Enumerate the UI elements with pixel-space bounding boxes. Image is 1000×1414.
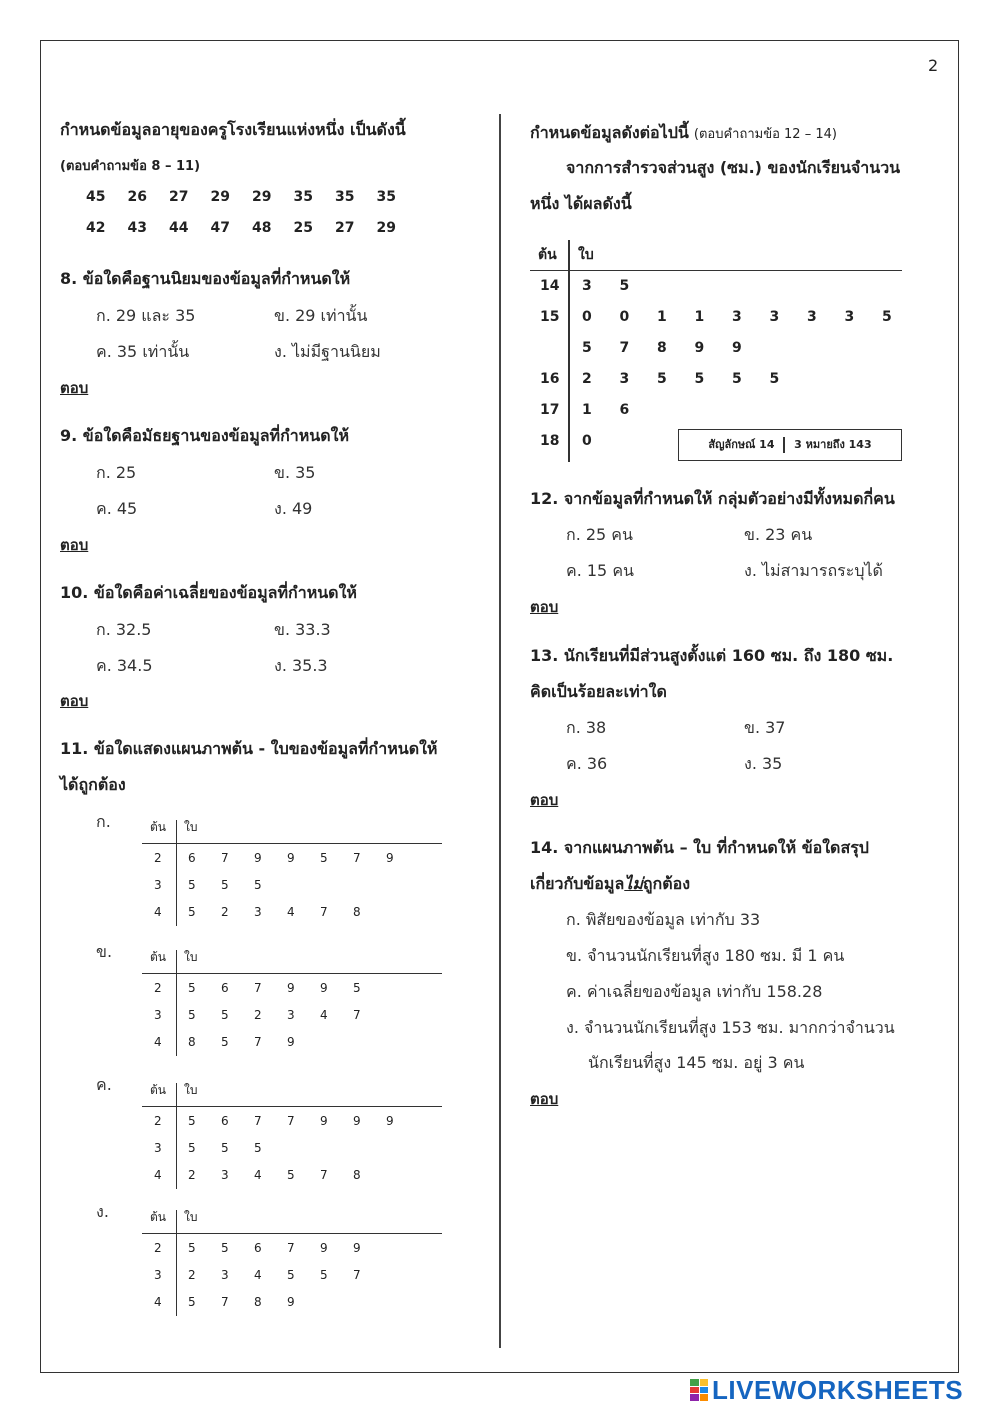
age-data-row-1: 45 26 27 29 29 35 35 35 xyxy=(86,189,396,205)
q14-option-a[interactable]: ก. พิสัยของข้อมูล เท่ากับ 33 xyxy=(566,910,761,929)
leaf-header: ใบ xyxy=(184,1083,198,1097)
key-right: 3 หมายถึง 143 xyxy=(794,438,872,451)
leaf-value: 1 xyxy=(694,309,705,325)
q9-option-a[interactable]: ก. 25 xyxy=(96,463,137,482)
leaf-value: 3 xyxy=(732,309,742,325)
q11-stem-leaf-table xyxy=(142,1208,442,1318)
leaf-value: 7 xyxy=(254,981,262,995)
leaf-value: 7 xyxy=(619,340,630,356)
q10-option-b[interactable]: ข. 33.3 xyxy=(274,620,331,639)
q11-choice-label[interactable]: ก. xyxy=(96,812,111,831)
legend-key-box xyxy=(678,429,902,461)
leaf-value: 4 xyxy=(320,1008,328,1022)
stem-divider xyxy=(176,1210,177,1316)
leaf-header: ใบ xyxy=(578,247,594,263)
leaf-value: 8 xyxy=(188,1035,196,1049)
leaf-value: 5 xyxy=(769,371,780,387)
leaf-value: 5 xyxy=(221,878,229,892)
q12-option-d[interactable]: ง. ไม่สามารถระบุได้ xyxy=(744,561,883,580)
leaf-value: 7 xyxy=(287,1114,295,1128)
stem-header: ต้น xyxy=(150,950,166,964)
leaf-value: 8 xyxy=(353,905,361,919)
left-intro: กำหนดข้อมูลอายุของครูโรงเรียนแห่งหนึ่ง เป็นดังนี้ xyxy=(60,120,406,139)
q12-option-a[interactable]: ก. 25 คน xyxy=(566,525,633,544)
stem-value: 4 xyxy=(154,1035,162,1049)
q8-option-d[interactable]: ง. ไม่มีฐานนิยม xyxy=(274,342,381,361)
q11-stem-leaf-table xyxy=(142,948,442,1058)
q14-question-line1: 14. จากแผนภาพต้น – ใบ ที่กำหนดให้ ข้อใดสรุป xyxy=(530,838,869,857)
q10-option-c[interactable]: ค. 34.5 xyxy=(96,656,153,675)
header-line xyxy=(530,270,902,271)
leaf-value: 3 xyxy=(221,1268,229,1282)
q10-option-a[interactable]: ก. 32.5 xyxy=(96,620,152,639)
leaf-value: 9 xyxy=(353,1114,361,1128)
leaf-value: 5 xyxy=(254,1141,262,1155)
leaf-value: 8 xyxy=(254,1295,262,1309)
stem-value: 16 xyxy=(540,371,560,387)
stem-divider xyxy=(176,1083,177,1189)
q11-question-line1: 11. ข้อใดแสดงแผนภาพต้น - ใบของข้อมูลที่กำหนดให้ xyxy=(60,739,438,758)
header-line xyxy=(142,1233,442,1234)
stem-value: 14 xyxy=(540,278,560,294)
leaf-value: 5 xyxy=(188,1114,196,1128)
leaf-value: 4 xyxy=(254,1168,262,1182)
leaf-value: 5 xyxy=(320,1268,328,1282)
stem-header: ต้น xyxy=(150,1083,166,1097)
q12-option-c[interactable]: ค. 15 คน xyxy=(566,561,634,580)
leaf-value: 9 xyxy=(320,1241,328,1255)
leaf-value: 9 xyxy=(254,851,262,865)
leaf-value: 2 xyxy=(582,371,592,387)
leaf-value: 9 xyxy=(353,1241,361,1255)
q13-question-line2: คิดเป็นร้อยละเท่าใด xyxy=(530,682,667,701)
age-data-row-2: 42 43 44 47 48 25 27 29 xyxy=(86,220,396,236)
q8-option-b[interactable]: ข. 29 เท่านั้น xyxy=(274,306,368,325)
q8-answer-label[interactable]: ตอบ xyxy=(60,379,89,397)
leaf-value: 9 xyxy=(320,981,328,995)
leaf-value: 5 xyxy=(694,371,705,387)
stem-value: 3 xyxy=(154,1008,162,1022)
right-intro-note: (ตอบคำถามข้อ 12 – 14) xyxy=(693,127,837,142)
logo-text: LIVEWORKSHEETS xyxy=(712,1374,964,1405)
leaf-value: 7 xyxy=(320,1168,328,1182)
leaf-value: 2 xyxy=(188,1268,196,1282)
leaf-value: 2 xyxy=(221,905,229,919)
leaf-value: 8 xyxy=(353,1168,361,1182)
right-para-line1: จากการสำรวจส่วนสูง (ซม.) ของนักเรียนจำนวน xyxy=(566,158,901,177)
leaf-value: 1 xyxy=(657,309,667,325)
leaf-value: 9 xyxy=(694,340,705,356)
leaf-header: ใบ xyxy=(184,1210,198,1224)
leaf-value: 5 xyxy=(188,1295,196,1309)
stem-value: 3 xyxy=(154,1268,162,1282)
leaf-value: 5 xyxy=(221,1241,229,1255)
leaf-value: 3 xyxy=(582,278,592,294)
column-divider xyxy=(499,114,501,1348)
q13-option-a[interactable]: ก. 38 xyxy=(566,718,607,737)
stem-value: 4 xyxy=(154,1295,162,1309)
stem-value: 18 xyxy=(540,433,560,449)
leaf-value: 7 xyxy=(353,851,361,865)
q10-question: 10. ข้อใดคือค่าเฉลี่ยของข้อมูลที่กำหนดให้ xyxy=(60,583,357,602)
leaf-value: 6 xyxy=(188,851,196,865)
leaf-value: 6 xyxy=(221,981,229,995)
right-para-line2: หนึ่ง ได้ผลดังนี้ xyxy=(530,194,632,213)
stem-value: 15 xyxy=(540,309,560,325)
leaf-value: 5 xyxy=(221,1035,229,1049)
leaf-header: ใบ xyxy=(184,820,198,834)
q9-option-c[interactable]: ค. 45 xyxy=(96,499,138,518)
q11-stem-leaf-table xyxy=(142,1081,442,1191)
q12-question: 12. จากข้อมูลที่กำหนดให้ กลุ่มตัวอย่างมีทั้งหมดกี่คน xyxy=(530,489,895,508)
leaf-value: 7 xyxy=(221,851,229,865)
q14-answer-label[interactable]: ตอบ xyxy=(530,1090,559,1108)
leaf-value: 3 xyxy=(254,905,262,919)
stem-value: 2 xyxy=(154,1114,162,1128)
q14-question-line2: เกี่ยวกับข้อมูลไม่ถูกต้อง xyxy=(530,874,691,893)
leaf-value: 9 xyxy=(732,340,742,356)
leaf-value: 3 xyxy=(287,1008,295,1022)
leaf-value: 5 xyxy=(254,878,262,892)
leaf-value: 2 xyxy=(254,1008,262,1022)
stem-value: 17 xyxy=(540,402,560,418)
leaf-value: 7 xyxy=(221,1295,229,1309)
leaf-value: 5 xyxy=(582,340,592,356)
leaf-value: 5 xyxy=(657,371,667,387)
stem-value: 2 xyxy=(154,1241,162,1255)
stem-value: 3 xyxy=(154,878,162,892)
leaf-value: 6 xyxy=(619,402,630,418)
header-line xyxy=(142,843,442,844)
leaf-value: 9 xyxy=(320,1114,328,1128)
left-intro-note: (ตอบคำถามข้อ 8 – 11) xyxy=(60,159,201,174)
header-line xyxy=(142,973,442,974)
stem-value: 2 xyxy=(154,981,162,995)
leaf-value: 8 xyxy=(657,340,667,356)
stem-value: 4 xyxy=(154,1168,162,1182)
leaf-value: 5 xyxy=(619,278,630,294)
liveworksheets-logo xyxy=(690,1374,963,1406)
right-intro xyxy=(530,121,837,146)
stem-header: ต้น xyxy=(538,247,557,263)
leaf-value: 5 xyxy=(188,1141,196,1155)
q13-question-line1: 13. นักเรียนที่มีส่วนสูงตั้งแต่ 160 ซม. ถึง 180 ซม. xyxy=(530,646,894,665)
q13-option-d[interactable]: ง. 35 xyxy=(744,754,783,773)
q13-answer-label[interactable]: ตอบ xyxy=(530,791,559,809)
q14-option-b[interactable]: ข. จำนวนนักเรียนที่สูง 180 ซม. มี 1 คน xyxy=(566,946,845,965)
leaf-value: 3 xyxy=(844,309,855,325)
leaf-value: 0 xyxy=(582,433,592,449)
leaf-value: 5 xyxy=(882,309,892,325)
leaf-value: 9 xyxy=(287,851,295,865)
page-number: 2 xyxy=(928,56,939,75)
leaf-value: 0 xyxy=(619,309,630,325)
q11-choice-label[interactable]: ง. xyxy=(96,1202,109,1221)
q10-answer-label[interactable]: ตอบ xyxy=(60,692,89,710)
leaf-value: 5 xyxy=(353,981,361,995)
q8-question: 8. ข้อใดคือฐานนิยมของข้อมูลที่กำหนดให้ xyxy=(60,269,351,288)
q12-answer-label[interactable]: ตอบ xyxy=(530,598,559,616)
key-divider xyxy=(783,437,785,453)
leaf-value: 6 xyxy=(221,1114,229,1128)
stem-divider xyxy=(176,820,177,926)
q12-option-b[interactable]: ข. 23 คน xyxy=(744,525,813,544)
leaf-value: 5 xyxy=(320,851,328,865)
leaf-value: 5 xyxy=(188,878,196,892)
leaf-value: 7 xyxy=(353,1268,361,1282)
leaf-value: 7 xyxy=(320,905,328,919)
leaf-value: 1 xyxy=(582,402,592,418)
leaf-value: 3 xyxy=(619,371,630,387)
q11-choice-label[interactable]: ข. xyxy=(96,942,113,961)
leaf-value: 2 xyxy=(188,1168,196,1182)
right-intro-title: กำหนดข้อมูลดังต่อไปนี้ xyxy=(530,123,689,142)
leaf-value: 5 xyxy=(188,1241,196,1255)
q9-answer-label[interactable]: ตอบ xyxy=(60,536,89,554)
leaf-value: 9 xyxy=(386,851,394,865)
q8-option-c[interactable]: ค. 35 เท่านั้น xyxy=(96,342,190,361)
leaf-header: ใบ xyxy=(184,950,198,964)
leaf-value: 5 xyxy=(732,371,742,387)
leaf-value: 3 xyxy=(807,309,817,325)
q11-stem-leaf-table xyxy=(142,818,442,928)
q10-option-d[interactable]: ง. 35.3 xyxy=(274,656,328,675)
leaf-value: 9 xyxy=(287,1035,295,1049)
leaf-value: 9 xyxy=(287,981,295,995)
leaf-value: 7 xyxy=(254,1035,262,1049)
leaf-value: 9 xyxy=(287,1295,295,1309)
stem-header: ต้น xyxy=(150,820,166,834)
q13-option-c[interactable]: ค. 36 xyxy=(566,754,608,773)
height-stem-leaf-plot xyxy=(530,238,910,468)
q9-option-b[interactable]: ข. 35 xyxy=(274,463,316,482)
leaf-value: 0 xyxy=(582,309,592,325)
stem-value: 4 xyxy=(154,905,162,919)
leaf-value: 5 xyxy=(221,1008,229,1022)
leaf-value: 3 xyxy=(221,1168,229,1182)
q14-option-d-line1[interactable]: ง. จำนวนนักเรียนที่สูง 153 ซม. มากกว่าจำนวน xyxy=(566,1018,895,1037)
leaf-value: 5 xyxy=(287,1168,295,1182)
q11-question-line2: ได้ถูกต้อง xyxy=(60,775,126,794)
leaf-value: 6 xyxy=(254,1241,262,1255)
q9-option-d[interactable]: ง. 49 xyxy=(274,499,313,518)
leaf-value: 3 xyxy=(769,309,780,325)
stem-value: 2 xyxy=(154,851,162,865)
stem-divider xyxy=(568,240,570,462)
leaf-value: 7 xyxy=(254,1114,262,1128)
leaf-value: 5 xyxy=(188,905,196,919)
stem-header: ต้น xyxy=(150,1210,166,1224)
stem-divider xyxy=(176,950,177,1056)
q9-question: 9. ข้อใดคือมัธยฐานของข้อมูลที่กำหนดให้ xyxy=(60,426,349,445)
leaf-value: 5 xyxy=(221,1141,229,1155)
leaf-value: 7 xyxy=(287,1241,295,1255)
leaf-value: 5 xyxy=(188,981,196,995)
leaf-value: 4 xyxy=(254,1268,262,1282)
q14-option-c[interactable]: ค. ค่าเฉลี่ยของข้อมูล เท่ากับ 158.28 xyxy=(566,982,823,1001)
q13-option-b[interactable]: ข. 37 xyxy=(744,718,786,737)
logo-icon xyxy=(690,1379,708,1401)
leaf-value: 9 xyxy=(386,1114,394,1128)
key-left: สัญลักษณ์ 14 xyxy=(708,438,775,451)
stem-value: 3 xyxy=(154,1141,162,1155)
q8-option-a[interactable]: ก. 29 และ 35 xyxy=(96,306,196,325)
leaf-value: 5 xyxy=(188,1008,196,1022)
header-line xyxy=(142,1106,442,1107)
leaf-value: 7 xyxy=(353,1008,361,1022)
q14-option-d-line2[interactable]: นักเรียนที่สูง 145 ซม. อยู่ 3 คน xyxy=(588,1053,805,1072)
q11-choice-label[interactable]: ค. xyxy=(96,1075,112,1094)
leaf-value: 5 xyxy=(287,1268,295,1282)
leaf-value: 4 xyxy=(287,905,295,919)
